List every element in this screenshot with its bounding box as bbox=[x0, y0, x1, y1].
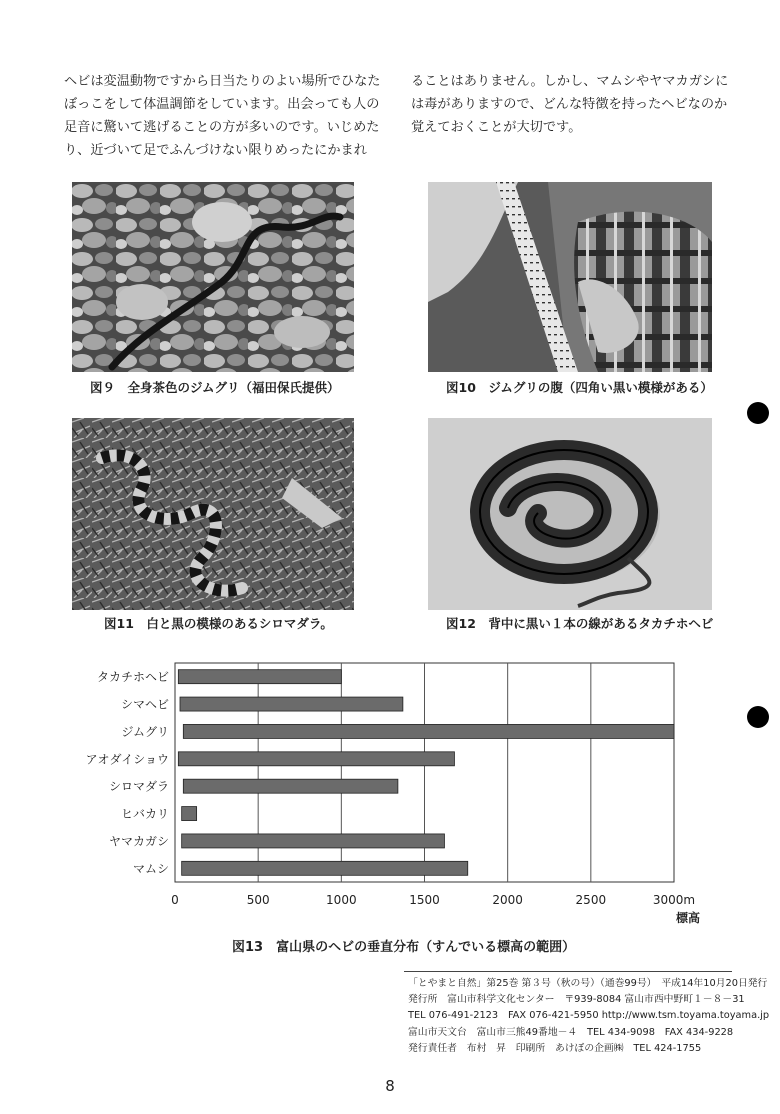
x-axis-label: 標高 bbox=[675, 911, 701, 925]
range-bar bbox=[182, 861, 468, 875]
binder-hole-top bbox=[747, 402, 769, 424]
x-tick-label: 1500 bbox=[409, 893, 440, 907]
category-label: ヒバカリ bbox=[120, 807, 169, 822]
range-bar bbox=[180, 697, 403, 711]
colophon-editor: 発行責任者 布村 昇 印刷所 あけぼの企画㈱ TEL 424-1755 bbox=[408, 1042, 702, 1054]
colophon-contact: TEL 076-491-2123 FAX 076-421-5950 http://www.tsm.toyama.toyama.jp bbox=[408, 1010, 770, 1022]
figure-10-caption: 図10 ジムグリの腹（四角い黒い模様がある） bbox=[446, 380, 713, 395]
range-bar bbox=[183, 724, 674, 738]
figure-11-caption: 図11 白と黒の模様のあるシロマダラ。 bbox=[104, 616, 333, 631]
category-label: マムシ bbox=[132, 861, 169, 876]
figure-9-photo bbox=[72, 182, 354, 372]
range-bar bbox=[178, 752, 454, 766]
x-tick-label: 0 bbox=[171, 893, 179, 907]
binder-hole-bottom bbox=[747, 706, 769, 728]
figure-12-caption: 図12 背中に黒い１本の線があるタカチホヘビ bbox=[446, 616, 714, 631]
range-bar bbox=[178, 670, 341, 684]
colophon-rule bbox=[404, 971, 732, 972]
colophon-publisher: 発行所 富山市科学文化センター 〒939-8084 富山市西中野町１－８－31 bbox=[408, 994, 745, 1006]
figure-12-photo bbox=[428, 418, 712, 610]
intro-text-left: ヘビは変温動物ですから日当たりのよい場所でひなたぼっこをして体温調節をしています。出会っても人の足音に驚いて逃げることの方が多いのです。いじめたり、近づいて足でふんづけない限りめったにかまれ bbox=[64, 74, 381, 158]
category-label: タカチホヘビ bbox=[96, 670, 169, 685]
range-bar bbox=[182, 834, 445, 848]
x-tick-label: 2500 bbox=[575, 893, 607, 907]
figure-11-photo bbox=[72, 418, 354, 610]
figure-10-photo bbox=[428, 182, 712, 372]
page-number: 8 bbox=[385, 1077, 395, 1095]
range-bar bbox=[183, 779, 398, 793]
figure-9-caption: 図９ 全身茶色のジムグリ（福田保氏提供） bbox=[90, 380, 340, 395]
intro-text-right: ることはありません。しかし、マムシやヤマカガシには毒がありますので、どんな特徴を持ったヘビなのか覚えておくことが大切です。 bbox=[411, 74, 729, 135]
x-tick-label: 2000 bbox=[492, 893, 523, 907]
figure-13-caption: 図13 富山県のヘビの垂直分布（すんでいる標高の範囲） bbox=[232, 940, 576, 955]
range-bar bbox=[182, 807, 197, 821]
category-label: ジムグリ bbox=[121, 724, 169, 739]
category-label: シロマダラ bbox=[108, 779, 169, 794]
colophon-observatory: 富山市天文台 富山市三熊49番地－４ TEL 434-9098 FAX 434-9228 bbox=[408, 1026, 734, 1038]
category-label: アオダイショウ bbox=[85, 752, 169, 767]
colophon-issue: 「とやまと自然」第25巻 第３号（秋の号）（通巻99号） 平成14年10月20日発行 bbox=[408, 978, 768, 989]
colophon bbox=[408, 976, 770, 1057]
x-tick-label: 500 bbox=[246, 893, 270, 907]
x-tick-label: 3000m bbox=[652, 893, 696, 907]
category-label: シマヘビ bbox=[120, 697, 169, 712]
x-tick-label: 1000 bbox=[326, 893, 357, 907]
category-label: ヤマカガシ bbox=[108, 834, 169, 849]
elevation-range-chart bbox=[60, 660, 720, 930]
